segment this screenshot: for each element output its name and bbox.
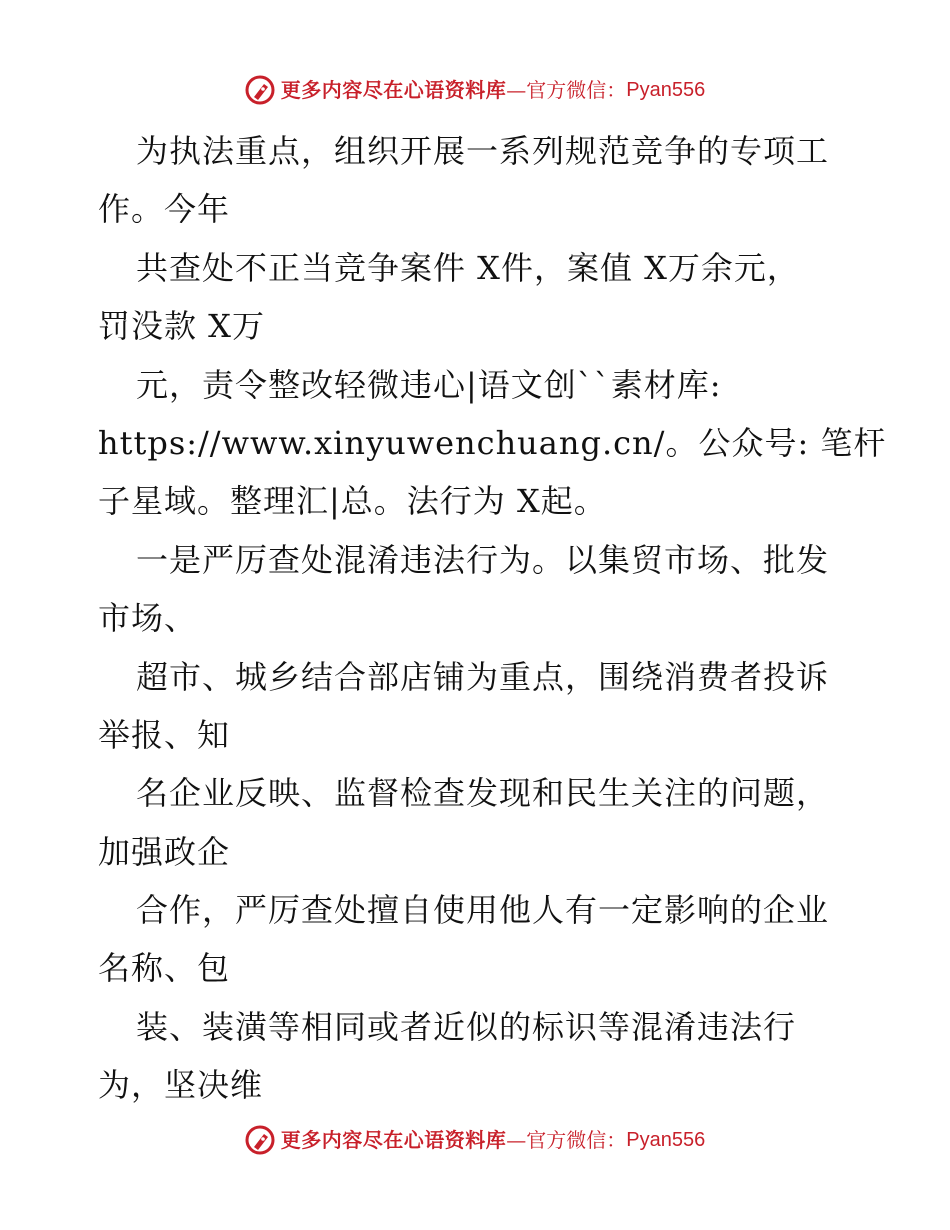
pen-nib-logo-icon: [245, 75, 275, 105]
header-watermark-banner: [0, 70, 950, 110]
text-line: 子星域。整理汇|总。法行为 X起。: [98, 482, 607, 521]
banner-dash: —: [506, 78, 527, 102]
text-line: 一是严厉查处混淆违法行为。以集贸市场、批发: [136, 540, 830, 579]
text-line: 加强政企: [98, 832, 231, 871]
banner-dash: —: [506, 1128, 527, 1152]
text-line: 合作，严厉查处擅自使用他人有一定影响的企业: [136, 891, 830, 930]
banner-colon: ：: [606, 78, 627, 102]
text-line: 为，坚决维: [98, 1066, 264, 1105]
banner-main-text: 更多内容尽在心语资料库: [280, 78, 507, 102]
text-line: 举报、知: [98, 715, 231, 754]
text-line: https://www.xinyuwenchuang.cn/。公众号: 笔杆: [98, 423, 887, 462]
banner-wechat-id: Pyan556: [626, 79, 706, 101]
document-body: [98, 122, 898, 1115]
text-line: 元，责令整改轻微违心|语文创``素材库:: [136, 365, 722, 404]
text-line: 超市、城乡结合部店铺为重点，围绕消费者投诉: [136, 657, 830, 696]
banner-main-text: 更多内容尽在心语资料库: [280, 1128, 507, 1152]
text-line: 为执法重点，组织开展一系列规范竞争的专项工: [136, 132, 830, 170]
banner-wechat-label: 官方微信: [526, 78, 607, 102]
text-line: 共查处不正当竞争案件 X件，案值 X万余元，: [136, 248, 800, 287]
banner-wechat-label: 官方微信: [526, 1128, 607, 1152]
text-line: 装、装潢等相同或者近似的标识等混淆违法行: [136, 1007, 797, 1046]
banner-wechat-id: Pyan556: [626, 1129, 706, 1151]
text-line: 市场、: [98, 599, 198, 638]
pen-nib-logo-icon: [245, 1125, 275, 1155]
text-line: 作。今年: [98, 190, 231, 229]
text-line: 罚没款 X万: [98, 307, 265, 346]
text-line: 名企业反映、监督检查发现和民生关注的问题，: [136, 774, 830, 813]
footer-watermark-banner: [0, 1120, 950, 1160]
banner-colon: ：: [606, 1128, 627, 1152]
text-line: 名称、包: [98, 949, 231, 988]
